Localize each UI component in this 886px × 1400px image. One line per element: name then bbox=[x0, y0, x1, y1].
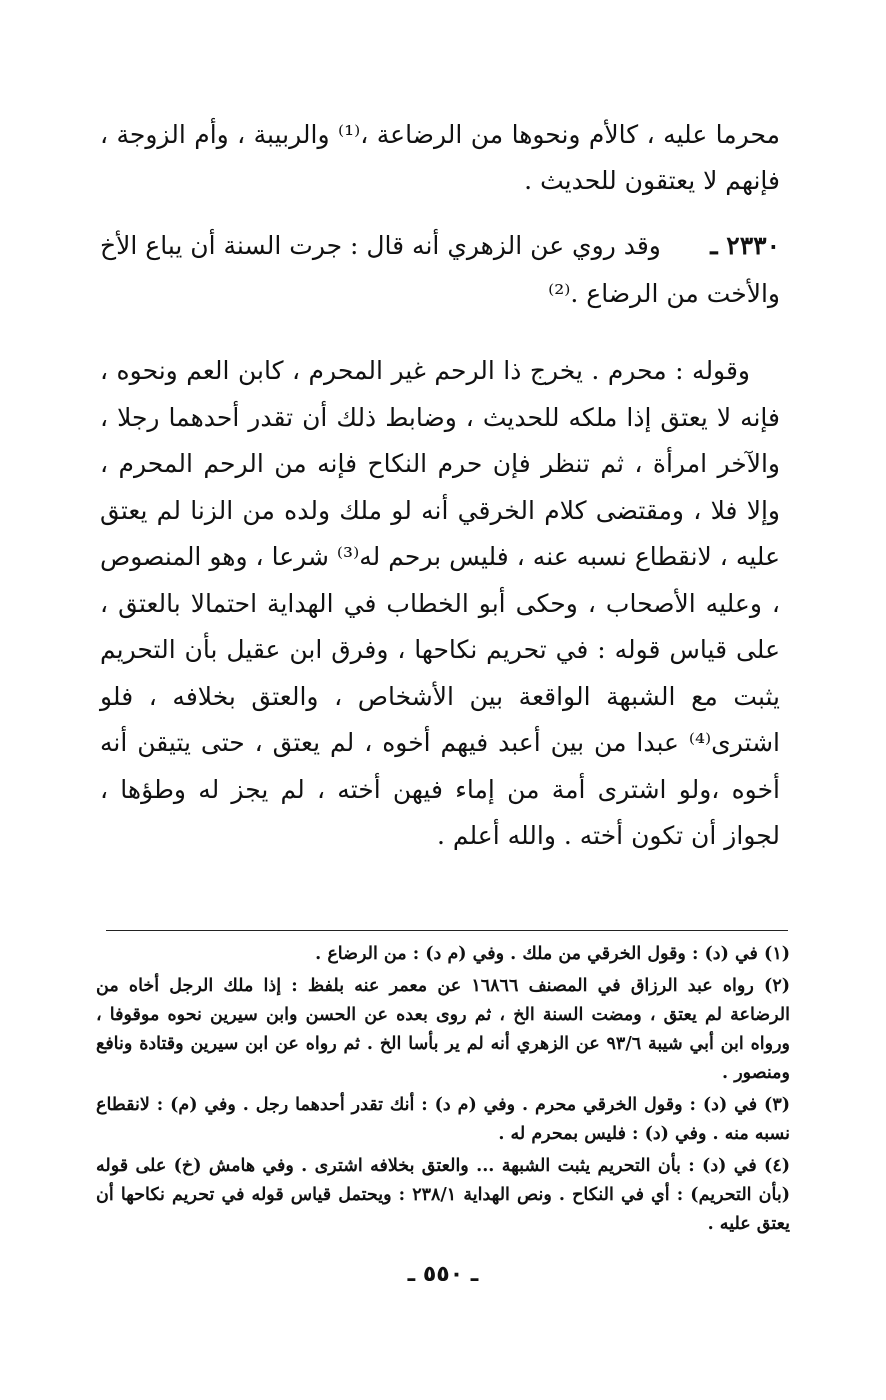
footnote-1: (١) في (د) : وقول الخرقي من ملك . وفي (م د) : من الرضاع . bbox=[315, 944, 790, 964]
hadith-first-line bbox=[100, 222, 780, 270]
top-paragraph: محرما عليه ، كالأم ونحوها من الرضاعة ،⁽¹⁾ والربيبة ، وأم الزوجة ، فإنهم لا يعتقون للحديث . bbox=[100, 120, 780, 195]
footnote-3: (٣) في (د) : وقول الخرقي محرم . وفي (م د) : أنك تقدر أحدهما رجل . وفي (م) : لانقطاع نسبه منه . وفي (د) : فليس بمحرم له . bbox=[96, 1095, 790, 1144]
hadith-line-1: وقد روي عن الزهري أنه قال : جرت السنة أن يباع الأخ bbox=[100, 231, 661, 260]
commentary bbox=[100, 348, 780, 860]
footnote-2: (٢) رواه عبد الرزاق في المصنف ١٦٨٦٦ عن معمر عنه بلفظ : إذا ملك الرجل أخاه من الرضاعة لم يعتق ، ومضت السنة الخ ، ثم روى بعده عن الحسن وابن سيرين نحوه موقوفا ، ورواه ابن أبي شيبة ٩٣/٦ عن الزهري أنه لم ير بأسا الخ . ثم رواه عن ابن سيرين وقتادة ونافع ومنصور . bbox=[96, 976, 790, 1083]
hadith-number: ٢٣٣٠ ـ bbox=[710, 231, 780, 260]
footnote-divider bbox=[106, 930, 788, 931]
page-number: ـ ٥٥٠ ـ bbox=[407, 1262, 479, 1287]
commentary-paragraph: وقوله : محرم . يخرج ذا الرحم غير المحرم ، كابن العم ونحوه ، فإنه لا يعتق إذا ملكه للحديث ، وضابط ذلك أن تقدر أحدهما رجلا ، والآخر امرأة ، ثم تنظر فإن حرم النكاح فإنه من الرحم المحرم ، وإلا فلا ، ومقتضى كلام الخرقي أنه لو ملك ولده من الزنا لم يعتق عليه ، لانقطاع نسبه عنه ، فليس برحم له⁽³⁾ شرعا ، وهو المنصوص ، وعليه الأصحاب ، وحكى أبو الخطاب في الهداية احتمالا بالعتق ، على قياس قوله : في تحريم نكاحها ، وفرق ابن عقيل بأن التحريم يثبت مع الشبهة الواقعة بين الأشخاص ، والعتق بخلافه ، فلو اشترى⁽⁴⁾ عبدا من بين أعبد فيهم أخوه ، لم يعتق ، حتى يتيقن أنه أخوه ،ولو اشترى أمة من إماء فيهن أخته ، لم يجز له وطؤها ، لجواز أن تكون أخته . والله أعلم . bbox=[100, 356, 780, 850]
hadith-line-2: والأخت من الرضاع .⁽²⁾ bbox=[548, 279, 780, 308]
hadith-entry bbox=[100, 222, 780, 318]
footnote-4: (٤) في (د) : بأن التحريم يثبت الشبهة ... والعتق بخلافه اشترى . وفي هامش (خ) على قوله (بأن التحريم) : أي في النكاح . ونص الهداية ٢٣٨/١ : ويحتمل قياس قوله في تحريم نكاحها أن يعتق عليه . bbox=[96, 1156, 790, 1234]
footnotes bbox=[96, 940, 790, 1242]
